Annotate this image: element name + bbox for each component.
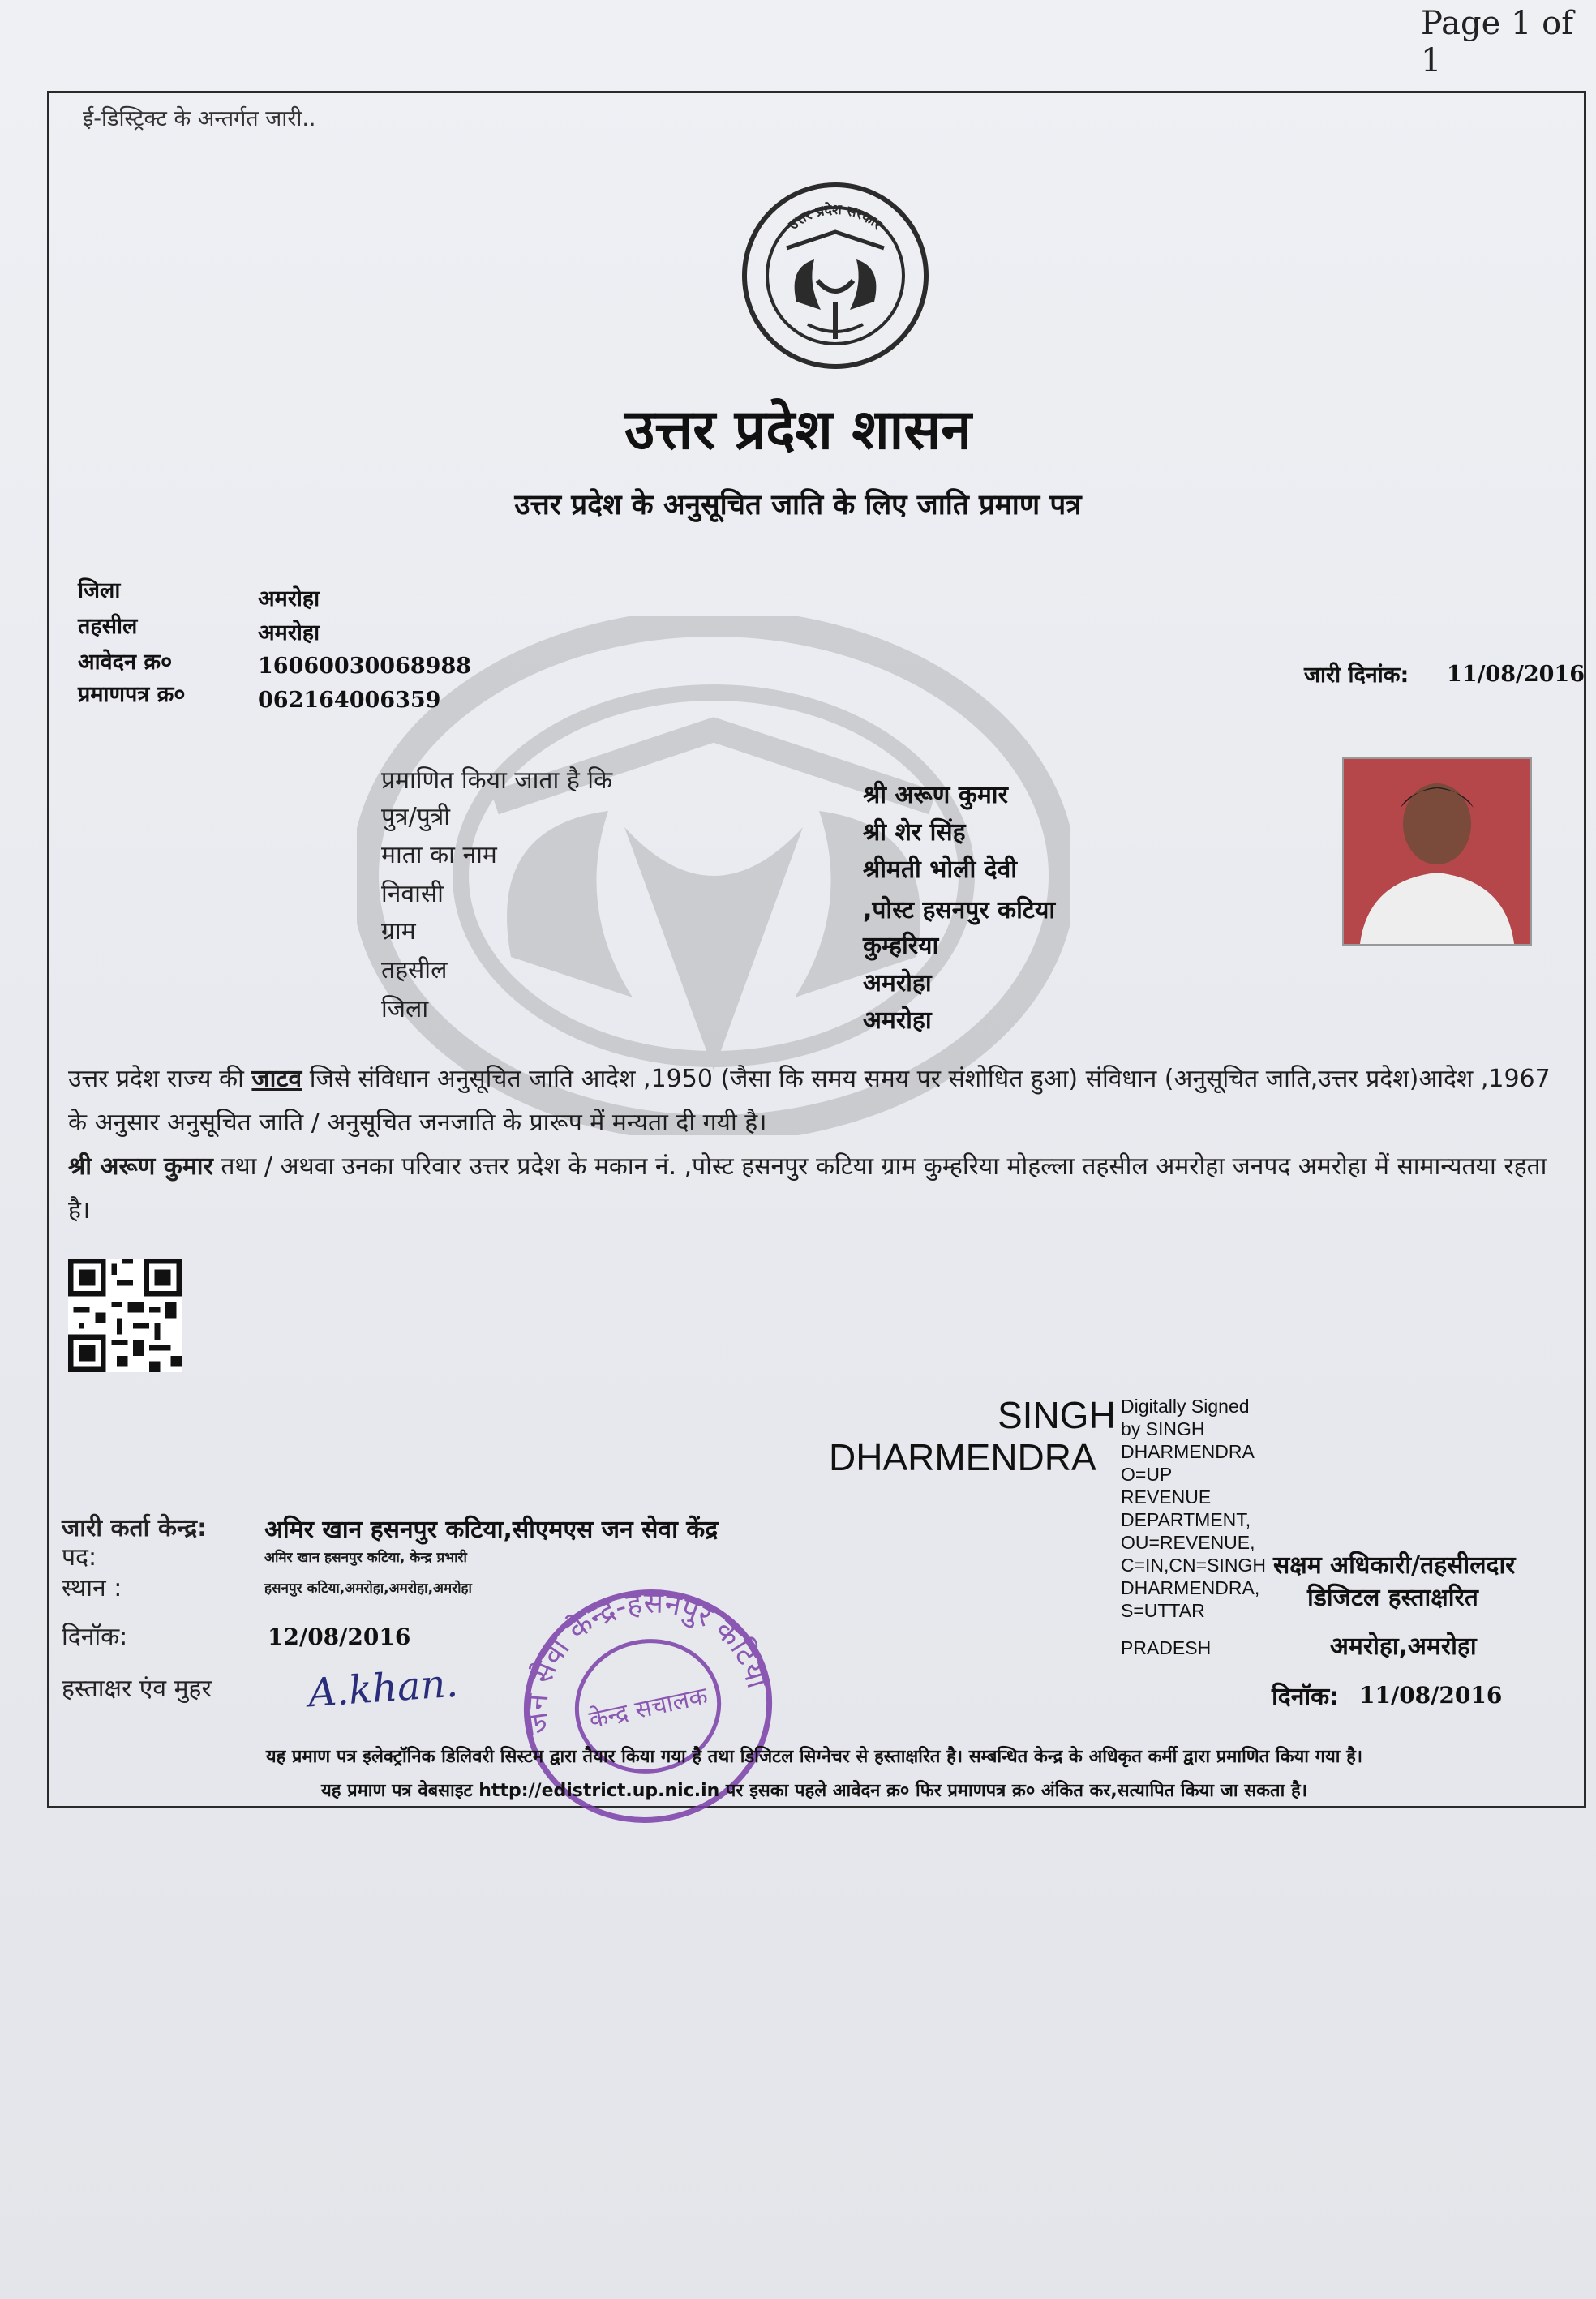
dsig-line: O=UP: [1121, 1464, 1173, 1485]
dsig-line: Digitally Signed: [1121, 1396, 1250, 1417]
signer-firstname: DHARMENDRA: [829, 1436, 1096, 1478]
dsig-line: S=UTTAR: [1121, 1600, 1205, 1621]
district2-value: अमरोहा: [863, 1006, 932, 1035]
statement-body: जिसे संविधान अनुसूचित जाति आदेश ,1950 (जैसा कि समय समय पर संशोधित हुआ) संविधान (अनुसूचित जाति,उत्तर प्रदेश)आदेश ,1967 के अनुसार अनुसूचित जाति / अनुसूचित जनजाति के प्रारूप में मन्यता दी गयी है।: [68, 1065, 1551, 1137]
signer-surname: SINGH: [998, 1394, 1116, 1436]
dsig-line: by SINGH: [1121, 1418, 1205, 1439]
issuing-center-label: जारी कर्ता केन्द्र:: [62, 1514, 208, 1542]
district-value: अमरोहा: [258, 586, 320, 611]
place-label: स्थान :: [62, 1574, 122, 1602]
digital-signature-details: [1121, 1395, 1283, 1659]
statement-name: श्री अरूण कुमार: [68, 1152, 213, 1181]
tehsil2-value: अमरोहा: [863, 969, 932, 997]
parent-label: पुत्र/पुत्री: [381, 803, 451, 831]
issue-date-value: 11/08/2016: [1447, 662, 1585, 687]
dsig-line: REVENUE: [1121, 1486, 1212, 1508]
authority-date-label: दिनॉक:: [1272, 1683, 1340, 1711]
certified-name: श्री अरूण कुमार: [863, 781, 1008, 809]
dsig-line: [1121, 1622, 1283, 1636]
issuing-center-value: अमिर खान हसनपुर कटिया,सीएमएस जन सेवा केंद्र: [264, 1516, 719, 1544]
emblem-text: उत्तर प्रदेश सरकार: [785, 201, 886, 234]
certificate-number-value: 062164006359: [258, 688, 441, 713]
application-number-label: आवेदन क्र०: [78, 650, 173, 675]
issuer-date-value: 12/08/2016: [268, 1623, 411, 1650]
village-label: ग्राम: [381, 917, 416, 946]
certified-label: प्रमाणित किया जाता है कि: [381, 766, 613, 795]
village-value: कुम्हरिया: [863, 932, 939, 960]
certificate-number-label: प्रमाणपत्र क्र०: [78, 682, 186, 707]
footer-note: [68, 1740, 1560, 1808]
tehsil2-label: तहसील: [381, 956, 448, 984]
dsig-line: DEPARTMENT,: [1121, 1509, 1251, 1530]
caste-statement: [68, 1057, 1552, 1145]
caste-name: जाटव: [251, 1065, 302, 1093]
residence-body: तथा / अथवा उनका परिवार उत्तर प्रदेश के मकान नं. ,पोस्ट हसनपुर कटिया ग्राम कुम्हरिया मोहल्ला तहसील अमरोहा जनपद अमरोहा में सामान्यतया रहता है।: [68, 1152, 1547, 1225]
authority-date-value: 11/08/2016: [1359, 1682, 1503, 1709]
government-title: उत्तर प्रदेश शासन: [624, 398, 972, 462]
dsig-line: PRADESH: [1121, 1637, 1212, 1658]
authority-place: अमरोहा,अमरोहा: [1330, 1632, 1477, 1661]
applicant-photo: [1342, 757, 1532, 946]
place-value: हसनपुर कटिया,अमरोहा,अमरोहा,अमरोहा: [264, 1581, 472, 1597]
signature-label: हस्ताक्षर एंव मुहर: [62, 1675, 212, 1703]
statement-intro: उत्तर प्रदेश राज्य की: [68, 1065, 244, 1093]
mother-value: श्रीमती भोली देवी: [863, 856, 1018, 884]
tehsil-label: तहसील: [78, 614, 138, 639]
footer-line-2: यह प्रमाण पत्र वेबसाइट http://edistrict.up.nic.in पर इसका पहले आवेदन क्र० फिर प्रमाणपत्र क्र० अंकित कर,सत्यापित किया जा सकता है।: [321, 1781, 1307, 1801]
issued-under-note: ई-डिस्ट्रिक्ट के अन्तर्गत जारी..: [83, 106, 316, 131]
residence-statement: [68, 1145, 1552, 1233]
post-value: अमिर खान हसनपुर कटिया, केन्द्र प्रभारी: [264, 1550, 467, 1566]
district-label: जिला: [78, 578, 121, 603]
issue-date-label: जारी दिनांक:: [1304, 663, 1409, 688]
post-label: पद:: [62, 1543, 97, 1572]
up-government-emblem: [740, 180, 931, 371]
authority-subtitle: डिजिटल हस्ताक्षरित: [1307, 1584, 1478, 1612]
dsig-line: DHARMENDRA,: [1121, 1577, 1260, 1598]
qr-code: [65, 1259, 185, 1372]
parent-value: श्री शेर सिंह: [863, 818, 966, 847]
application-number-value: 16060030068988: [258, 654, 472, 679]
issuer-date-label: दिनॉक:: [62, 1623, 128, 1651]
district2-label: जिला: [381, 995, 429, 1023]
dsig-line: OU=REVENUE,: [1121, 1532, 1255, 1553]
page-number: Page 1 of 1: [1421, 5, 1574, 79]
footer-line-1: यह प्रमाण पत्र इलेक्ट्रॉनिक डिलिवरी सिस्टम द्वारा तैयार किया गया है तथा डिजिटल सिग्नेचर से हस्ताक्षरित है। सम्बन्धित केन्द्र के अधिकृत कर्मी द्वारा प्रमाणित किया गया है।: [265, 1747, 1363, 1767]
tehsil-value: अमरोहा: [258, 620, 320, 646]
certificate-title: उत्तर प्रदेश के अनुसूचित जाति के लिए जाति प्रमाण पत्र: [514, 489, 1082, 521]
dsig-line: C=IN,CN=SINGH: [1121, 1555, 1266, 1576]
handwritten-signature: A.khan.: [307, 1660, 460, 1717]
mother-label: माता का नाम: [381, 841, 497, 869]
resident-value: ,पोस्ट हसनपुर कटिया: [863, 896, 1056, 924]
svg-text:उत्तर प्रदेश सरकार: [785, 201, 886, 234]
stamp-inner-text: केन्द्र सचालक: [586, 1681, 710, 1735]
stamp-outer-text: जन सेवा केन्द्र-हसनपुर कटिया: [520, 1586, 774, 1736]
resident-label: निवासी: [381, 880, 444, 908]
dsig-line: DHARMENDRA: [1121, 1441, 1255, 1462]
authority-title: सक्षम अधिकारी/तहसीलदार: [1273, 1551, 1516, 1580]
